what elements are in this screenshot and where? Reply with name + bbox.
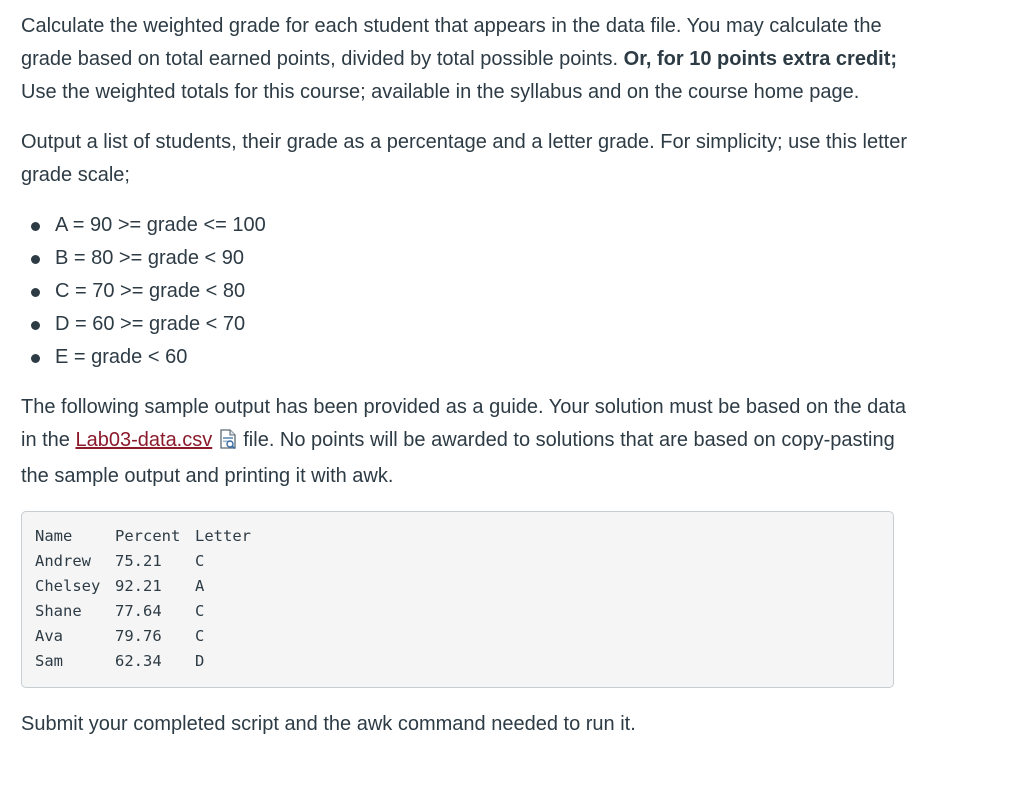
data-file-link[interactable]: Lab03-data.csv bbox=[75, 429, 213, 451]
grade-scale-item-c: C = 70 >= grade < 80 bbox=[55, 275, 911, 308]
sample-output-header: Name Percent Letter bbox=[35, 527, 251, 545]
intro-text-2: Use the weighted totals for this course; available in the syllabus and on the course home page. bbox=[21, 81, 860, 103]
bullet-icon bbox=[31, 288, 40, 297]
sample-note-text-2: file. No points will be awarded to solutions that are based on copy-pasting the sample output and printing it with awk. bbox=[21, 429, 895, 487]
extra-credit-bold: Or, for 10 points extra credit; bbox=[623, 48, 898, 70]
sample-output-row: Sam 62.34 D bbox=[35, 652, 205, 670]
sample-note-text-1: The following sample output has been provided as a guide. Your solution must be based on the data in the bbox=[21, 396, 907, 451]
grade-scale-list bbox=[21, 209, 911, 374]
intro-text-1: Calculate the weighted grade for each student that appears in the data file. You may calculate the grade based on total earned points, divided by total possible points. bbox=[21, 15, 882, 70]
bullet-icon bbox=[31, 255, 40, 264]
file-preview-icon[interactable] bbox=[219, 427, 237, 460]
grade-scale-item-a: A = 90 >= grade <= 100 bbox=[55, 209, 911, 242]
intro-paragraph bbox=[21, 10, 911, 109]
sample-output-row: Ava 79.76 C bbox=[35, 627, 205, 645]
sample-output-block bbox=[21, 511, 894, 688]
output-instructions: Output a list of students, their grade as a percentage and a letter grade. For simplicity; use this letter grade scale; bbox=[21, 131, 908, 186]
sample-output-row: Andrew 75.21 C bbox=[35, 552, 205, 570]
grade-scale-item-d: D = 60 >= grade < 70 bbox=[55, 308, 911, 341]
bullet-icon bbox=[31, 222, 40, 231]
sample-output-row: Shane 77.64 C bbox=[35, 602, 205, 620]
bullet-icon bbox=[31, 354, 40, 363]
bullet-icon bbox=[31, 321, 40, 330]
assignment-content bbox=[21, 10, 911, 741]
grade-scale-item-b: B = 80 >= grade < 90 bbox=[55, 242, 911, 275]
grade-scale-item-e: E = grade < 60 bbox=[55, 341, 911, 374]
submit-instructions: Submit your completed script and the awk command needed to run it. bbox=[21, 713, 636, 735]
sample-output-row: Chelsey 92.21 A bbox=[35, 577, 205, 595]
sample-note-paragraph bbox=[21, 391, 911, 493]
